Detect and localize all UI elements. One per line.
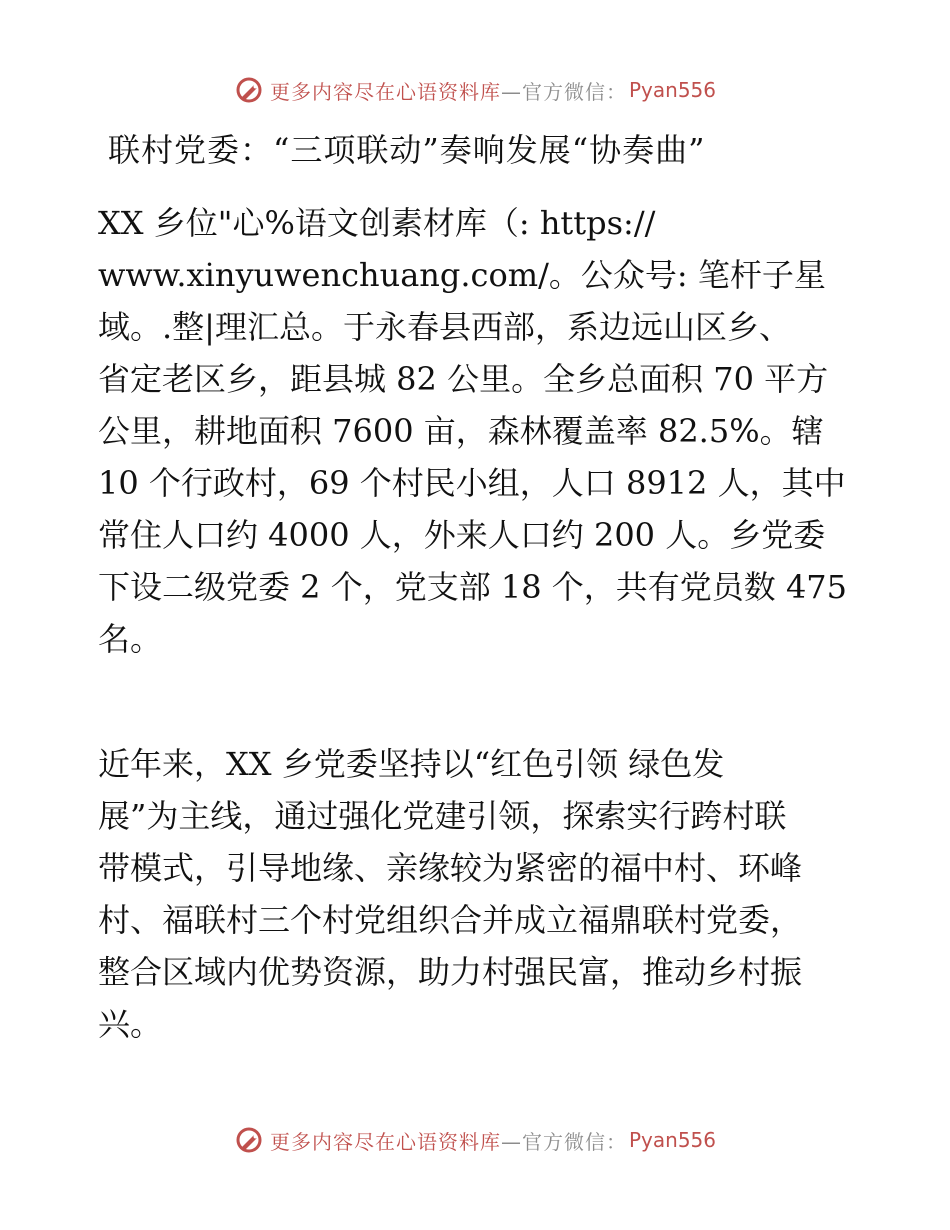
pen-logo-icon [234,1125,264,1155]
paragraph-line: 10 个行政村，69 个村民小组，人口 8912 人，其中 [98,464,846,502]
paragraph-1 [98,197,858,665]
paragraph-line: 域。.整|理汇总。于永春县西部，系边远山区乡、 [98,308,791,346]
paragraph-line: 带模式，引导地缘、亲缘较为紧密的福中村、环峰 [98,849,803,887]
paragraph-line: 常住人口约 4000 人，外来人口约 200 人。乡党委 [98,516,826,554]
paragraph-line: 兴。 [98,1005,163,1043]
paragraph-line: 公里，耕地面积 7600 亩，森林覆盖率 82.5%。辖 [98,412,824,450]
banner-separator: —官方微信： [500,79,627,104]
banner-wechat-id: Pyan556 [628,1128,716,1152]
paragraph-line: XX 乡位"心%语文创素材库（: https:// [98,204,656,242]
document-title: 联村党委：“三项联动”奏响发展“协奏曲” [108,131,706,169]
banner-text [270,1126,627,1155]
paragraph-2 [98,738,858,1050]
paragraph-line: www.xinyuwenchuang.com/。公众号: 笔杆子星 [98,256,826,294]
paragraph-line: 省定老区乡，距县城 82 公里。全乡总面积 70 平方 [98,360,829,398]
footer-banner [0,1120,950,1160]
banner-site-text: 更多内容尽在心语资料库 [269,79,501,104]
paragraph-line: 名。 [98,620,163,658]
banner-site-text: 更多内容尽在心语资料库 [269,1129,501,1154]
paragraph-line: 下设二级党委 2 个，党支部 18 个，共有党员数 475 [98,568,848,606]
pen-logo-icon [234,75,264,105]
header-banner [0,70,950,110]
banner-separator: —官方微信： [500,1129,627,1154]
paragraph-line: 整合区域内优势资源，助力村强民富，推动乡村振 [98,953,803,991]
banner-text [270,76,627,105]
paragraph-line: 展”为主线，通过强化党建引领，探索实行跨村联 [98,797,787,835]
paragraph-line: 近年来，XX 乡党委坚持以“红色引领 绿色发 [98,745,725,783]
banner-wechat-id: Pyan556 [628,78,716,102]
paragraph-line: 村、福联村三个村党组织合并成立福鼎联村党委， [98,901,803,939]
